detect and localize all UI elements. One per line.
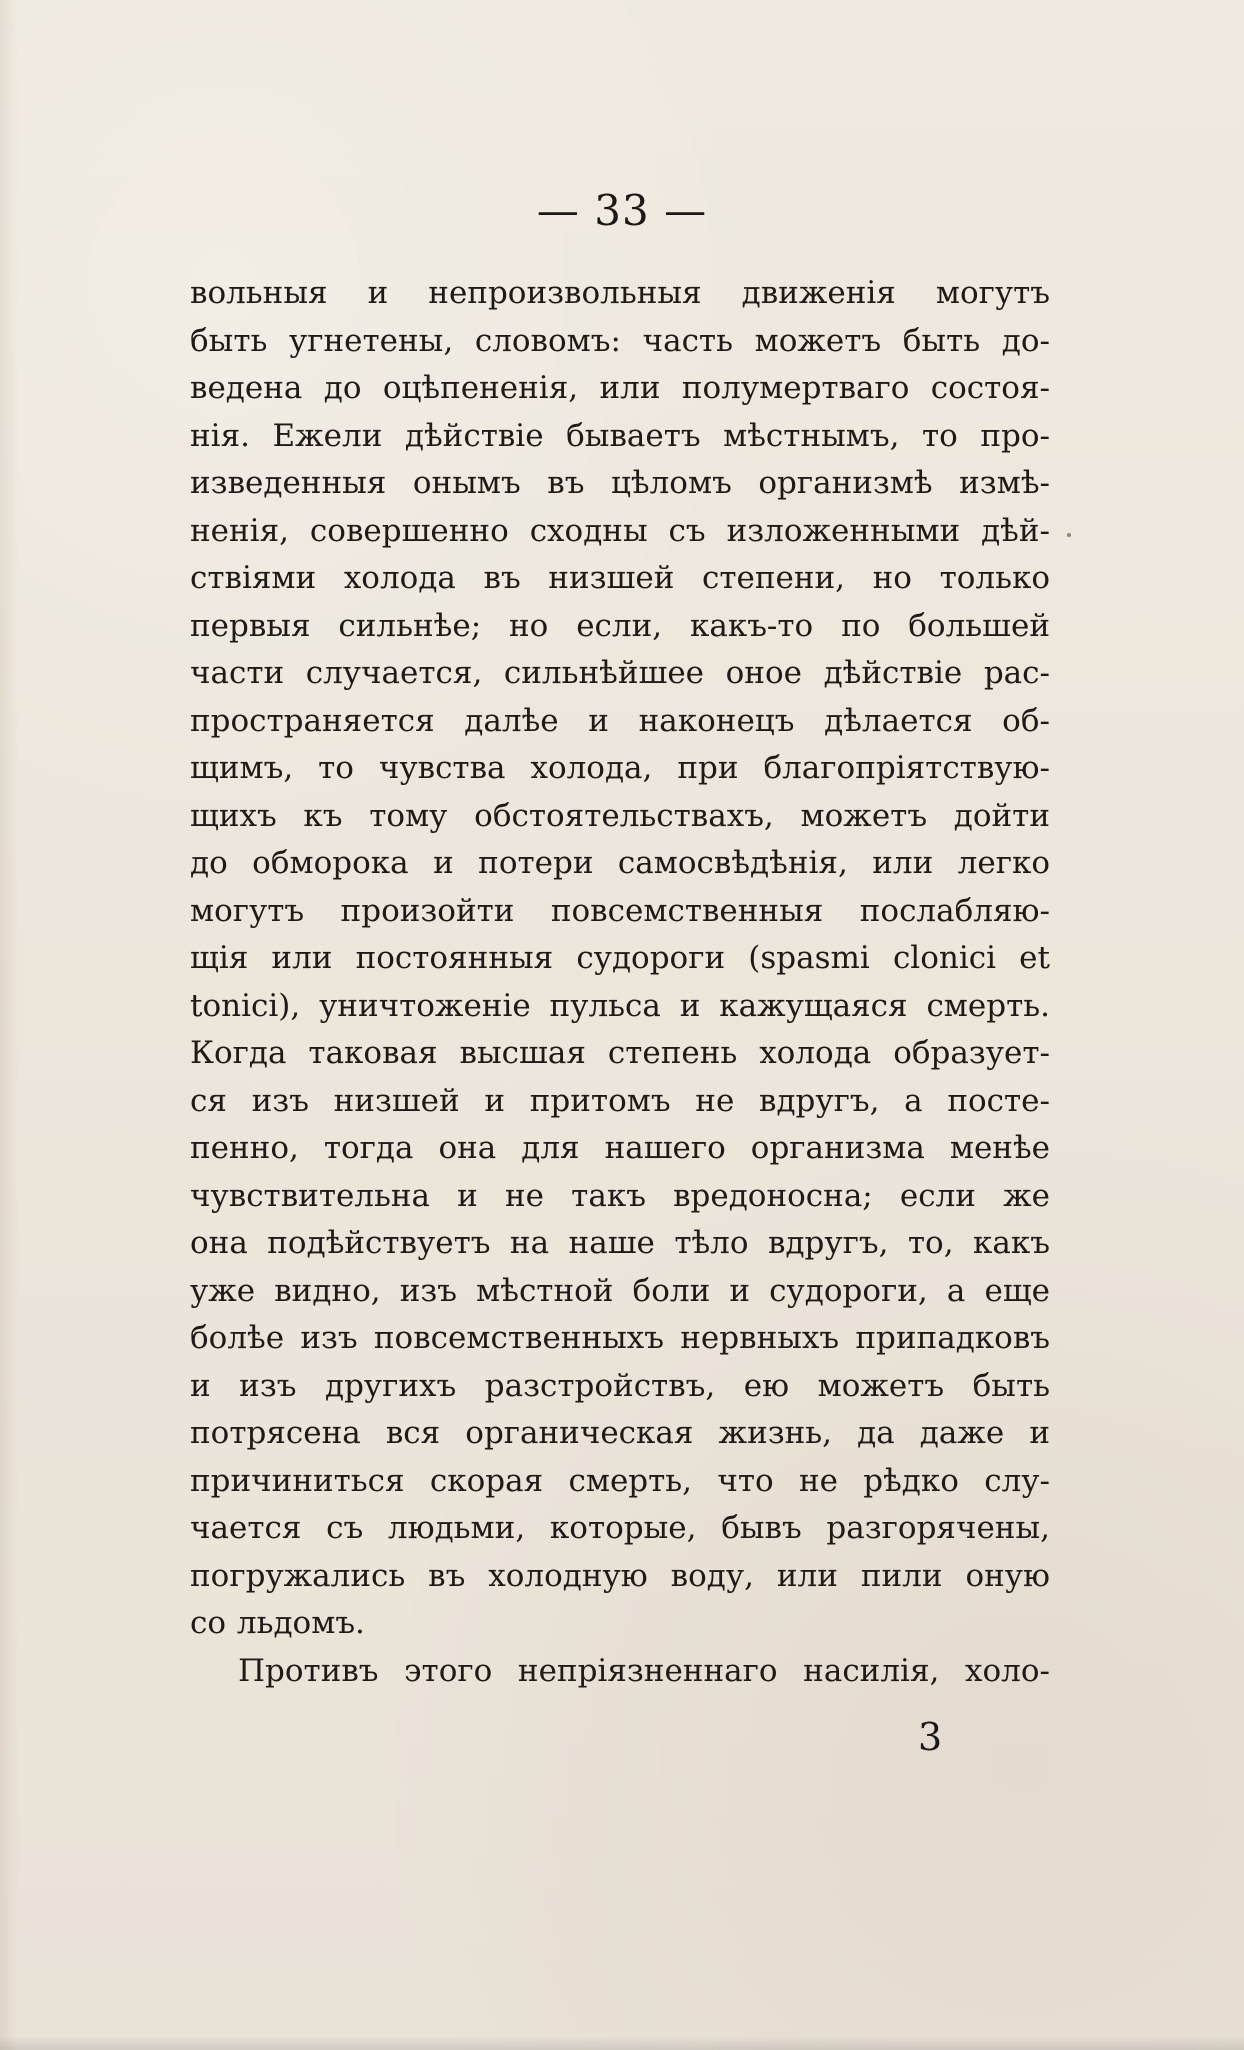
page-left-shadow xyxy=(0,0,18,2050)
text-line-8: первыя сильнѣе; но если, какъ-то по большей xyxy=(190,607,1050,644)
text-line-15: щія или постоянныя судороги (spasmi clonici et xyxy=(190,940,1050,976)
text-line-20: чувствительна и не такъ вредоносна; если же xyxy=(190,1177,1050,1214)
body-text xyxy=(190,270,1050,1695)
text-line-18: ся изъ низшей и притомъ не вдругъ, а посте- xyxy=(190,1082,1050,1119)
text-line-5: изведенныя онымъ въ цѣломъ организмѣ измѣ- xyxy=(190,465,1050,501)
page-speck xyxy=(1067,533,1071,537)
text-line-11: щимъ, то чувства холода, при благопріятствую- xyxy=(190,750,1050,786)
text-line-4: нія. Ежели дѣйствіе бываетъ мѣстнымъ, то про- xyxy=(190,417,1050,454)
text-line-14: могутъ произойти повсемственныя послабляю- xyxy=(190,892,1050,929)
text-line-25: потрясена вся органическая жизнь, да даже и xyxy=(190,1415,1050,1451)
page-bottom-shadow xyxy=(0,2036,1244,2050)
text-line-23: болѣе изъ повсемственныхъ нервныхъ припадковъ xyxy=(190,1320,1050,1356)
text-line-19: пенно, тогда она для нашего организма менѣе xyxy=(190,1130,1050,1166)
text-line-9: части случается, сильнѣйшее оное дѣйствіе рас- xyxy=(190,655,1050,691)
text-line-26: причиниться скорая смерть, что не рѣдко слу- xyxy=(190,1462,1050,1499)
text-line-22: уже видно, изъ мѣстной боли и судороги, а еще xyxy=(190,1272,1050,1309)
text-line-7: ствіями холода въ низшей степени, но только xyxy=(190,560,1050,596)
text-line-1: вольныя и непроизвольныя движенія могутъ xyxy=(190,275,1050,311)
text-line-6: ненія, совершенно сходны съ изложенными дѣй- xyxy=(190,512,1050,549)
signature-mark: 3 xyxy=(918,1715,943,1759)
text-line-27: чается съ людьми, которые, бывъ разгорячены, xyxy=(190,1510,1050,1546)
text-line-21: она подѣйствуетъ на наше тѣло вдругъ, то, какъ xyxy=(190,1225,1050,1261)
text-line-3: ведена до оцѣпененія, или полумертваго состоя- xyxy=(190,370,1050,406)
page-number: — 33 — xyxy=(536,186,708,235)
text-line-2: быть угнетены, словомъ: часть можетъ быть до- xyxy=(190,322,1050,359)
text-line-30: Противъ этого непріязненнаго насилія, холо- xyxy=(238,1652,1050,1689)
text-line-17: Когда таковая высшая степень холода образует- xyxy=(190,1035,1050,1071)
text-line-16: tonici), уничтоженіе пульса и кажущаяся смерть. xyxy=(190,987,1050,1024)
text-line-13: до обморока и потери самосвѣдѣнія, или легко xyxy=(190,845,1050,881)
text-line-12: щихъ къ тому обстоятельствахъ, можетъ дойти xyxy=(190,797,1050,834)
text-line-29: со льдомъ. xyxy=(190,1605,365,1641)
text-line-28: погружались въ холодную воду, или пили оную xyxy=(190,1557,1050,1594)
text-line-10: пространяется далѣе и наконецъ дѣлается об- xyxy=(190,702,1050,739)
text-line-24: и изъ другихъ разстройствъ, ею можетъ быть xyxy=(190,1367,1050,1404)
